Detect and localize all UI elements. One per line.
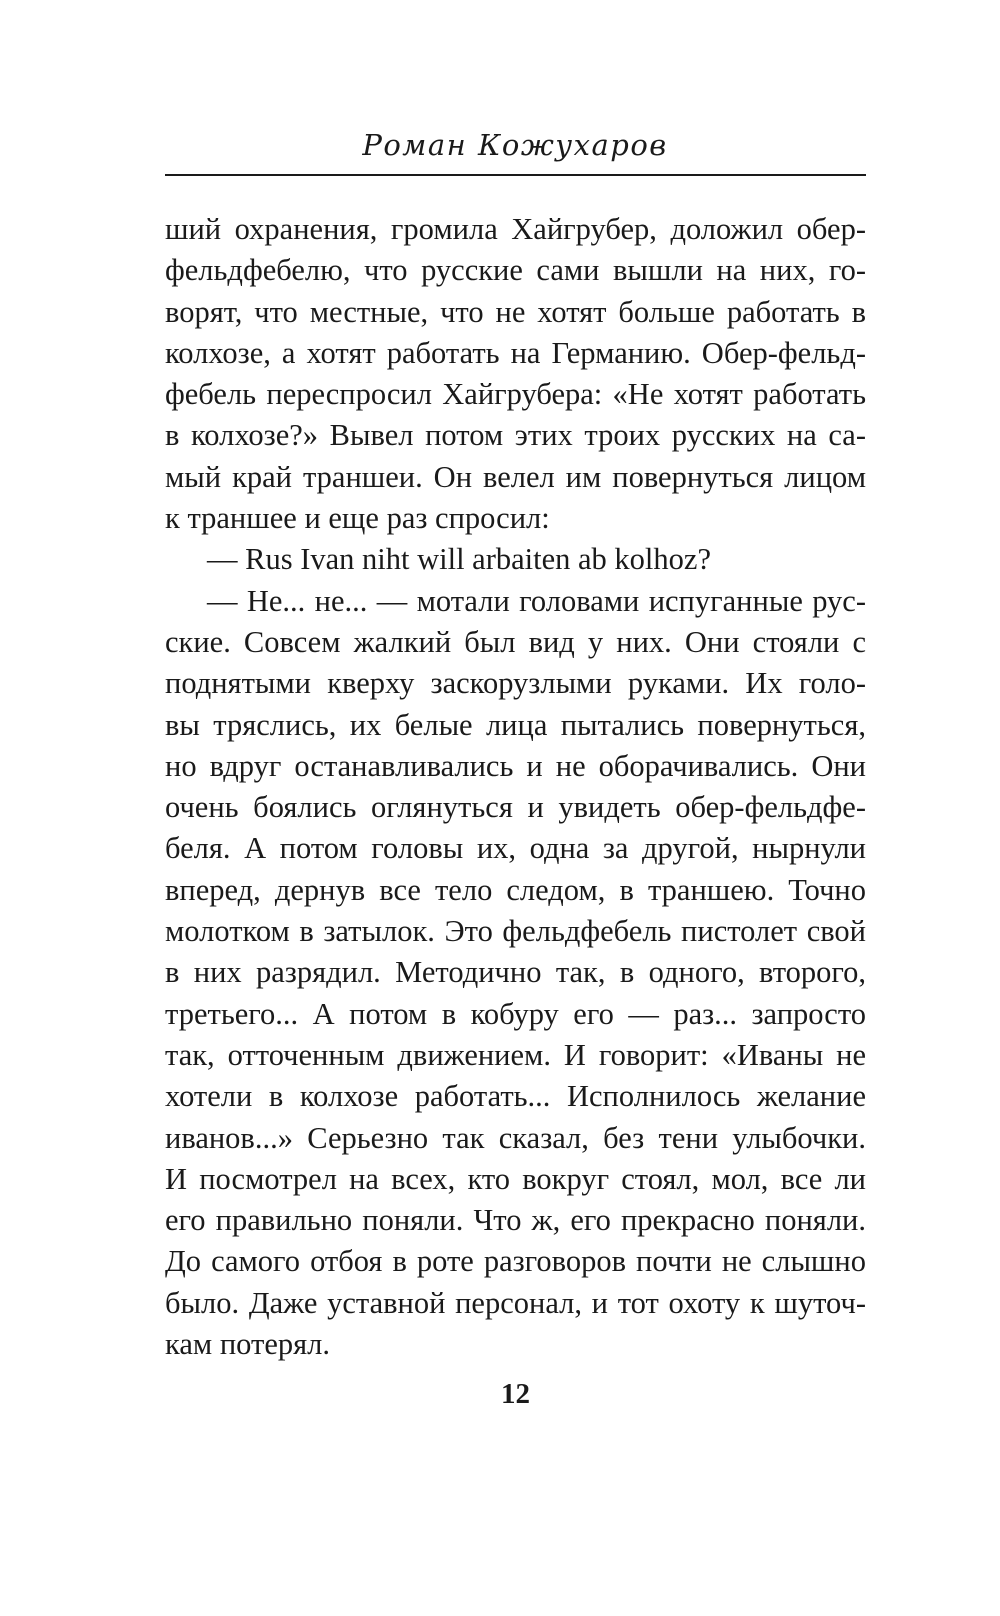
text-line: иванов...» Серьезно так сказал, без тени улыбочки. (165, 1120, 866, 1155)
text-line: так, отточенным движением. И говорит: «Иваны не (165, 1037, 866, 1072)
text-line: ские. Совсем жалкий был вид у них. Они стояли с (165, 624, 866, 659)
text-line: вперед, дернув все тело следом, в траншею. Точно (165, 872, 866, 907)
text-line: ший охранения, громила Хайгрубер, доложил обер- (165, 212, 866, 246)
text-line: беля. А потом головы их, одна за другой, нырнули (165, 831, 866, 866)
dialogue-line: — Не... не... — мотали головами испуганные рус- (207, 583, 866, 618)
text-line: ворят, что местные, что не хотят больше работать в (165, 294, 866, 329)
text-line: колхозе, а хотят работать на Германию. Обер-фельд- (165, 335, 866, 370)
running-header: Роман Кожухаров (362, 128, 668, 162)
text-line: До самого отбоя в роте разговоров почти не слышно (165, 1244, 866, 1279)
text-line: хотели в колхозе работать... Исполнилось желание (165, 1079, 866, 1114)
body-text (165, 209, 866, 1365)
header-rule (165, 174, 866, 176)
text-line: мый край траншеи. Он велел им повернуться лицом (165, 459, 866, 494)
text-line: молотком в затылок. Это фельдфебель пистолет свой (165, 914, 866, 949)
text-line: в колхозе?» Вывел потом этих троих русских на са- (165, 418, 866, 453)
text-line: к траншее и еще раз спросил: (165, 501, 550, 536)
text-line: но вдруг останавливались и не оборачивались. Они (165, 748, 866, 783)
text-line: было. Даже уставной персонал, и тот охоту к шуточ- (165, 1285, 866, 1320)
text-line: в них разрядил. Методично так, в одного, второго, (165, 955, 866, 990)
text-line: очень боялись оглянуться и увидеть обер-фельдфе- (165, 790, 866, 825)
text-line: поднятыми кверху заскорузлыми руками. Их голо- (165, 666, 866, 701)
text-line: фельдфебелю, что русские сами вышли на них, го- (165, 253, 866, 288)
text-line: вы тряслись, их белые лица пытались повернуться, (165, 707, 866, 742)
text-line: И посмотрел на всех, кто вокруг стоял, мол, все ли (165, 1161, 866, 1196)
text-line: кам потерял. (165, 1327, 330, 1362)
page-number: 12 (501, 1378, 530, 1410)
text-line: его правильно поняли. Что ж, его прекрасно поняли. (165, 1203, 866, 1238)
dialogue-line: — Rus Ivan niht will arbaiten ab kolhoz? (207, 542, 711, 577)
text-line: третьего... А потом в кобуру его — раз... запросто (165, 996, 866, 1031)
text-line: фебель переспросил Хайгрубера: «Не хотят работать (165, 377, 866, 412)
